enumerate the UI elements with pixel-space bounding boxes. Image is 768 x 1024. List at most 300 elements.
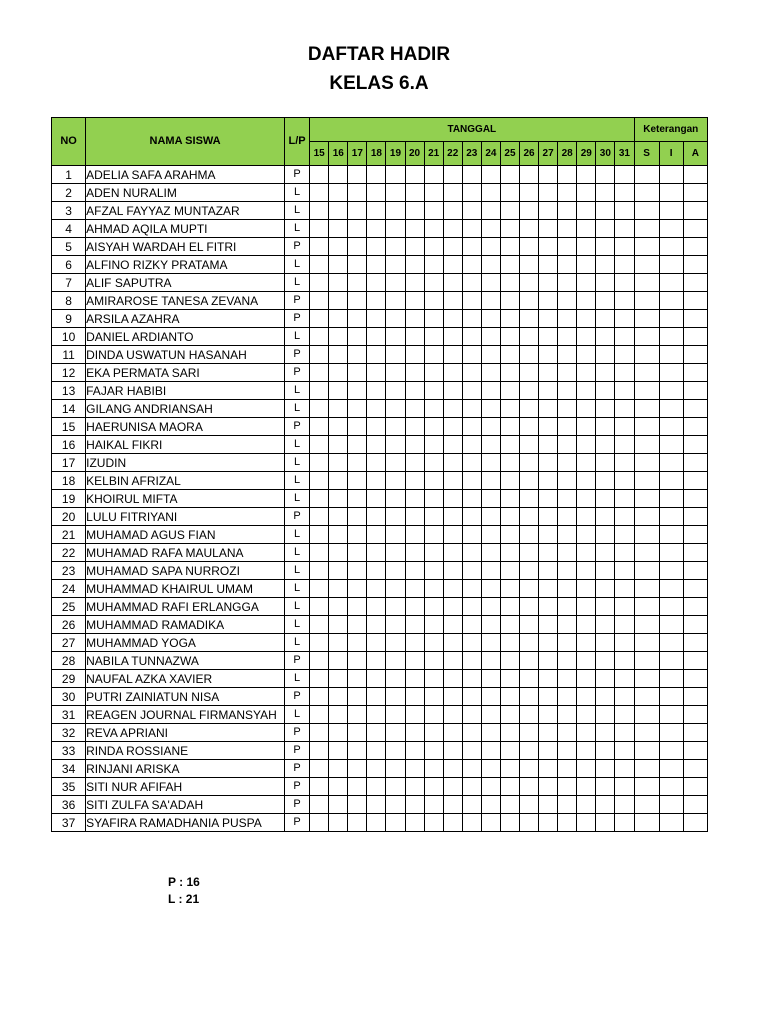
attendance-cell (348, 238, 367, 256)
attendance-cell (500, 202, 519, 220)
attendance-cell (539, 310, 558, 328)
attendance-cell (596, 814, 615, 832)
attendance-cell (386, 472, 405, 490)
student-gender: P (285, 724, 310, 742)
attendance-cell (659, 616, 683, 634)
attendance-cell (577, 526, 596, 544)
attendance-cell (481, 796, 500, 814)
attendance-cell (481, 400, 500, 418)
attendance-cell (481, 382, 500, 400)
attendance-cell (520, 562, 539, 580)
attendance-cell (683, 436, 707, 454)
attendance-cell (462, 526, 481, 544)
student-name: PUTRI ZAINIATUN NISA (86, 688, 285, 706)
student-no: 35 (52, 778, 86, 796)
attendance-cell (596, 472, 615, 490)
attendance-cell (424, 400, 443, 418)
attendance-cell (348, 580, 367, 598)
attendance-cell (596, 256, 615, 274)
attendance-cell (481, 292, 500, 310)
attendance-cell (683, 508, 707, 526)
attendance-cell (500, 436, 519, 454)
attendance-cell (443, 508, 462, 526)
attendance-cell (558, 238, 577, 256)
attendance-cell (596, 796, 615, 814)
attendance-cell (500, 256, 519, 274)
attendance-cell (577, 688, 596, 706)
table-row (52, 616, 708, 634)
attendance-cell (310, 598, 329, 616)
attendance-cell (386, 256, 405, 274)
attendance-cell (683, 778, 707, 796)
attendance-cell (367, 256, 386, 274)
attendance-cell (500, 346, 519, 364)
student-name: MUHAMMAD RAMADIKA (86, 616, 285, 634)
attendance-cell (683, 310, 707, 328)
attendance-cell (329, 202, 348, 220)
attendance-cell (443, 814, 462, 832)
attendance-cell (310, 760, 329, 778)
attendance-cell (659, 778, 683, 796)
attendance-cell (615, 670, 634, 688)
attendance-cell (462, 670, 481, 688)
student-name: ALFINO RIZKY PRATAMA (86, 256, 285, 274)
attendance-cell (310, 814, 329, 832)
attendance-cell (683, 544, 707, 562)
attendance-cell (634, 328, 659, 346)
attendance-cell (443, 382, 462, 400)
attendance-cell (367, 796, 386, 814)
student-name: HAERUNISA MAORA (86, 418, 285, 436)
student-name: MUHAMAD AGUS FIAN (86, 526, 285, 544)
attendance-cell (348, 274, 367, 292)
attendance-cell (443, 202, 462, 220)
attendance-cell (329, 724, 348, 742)
attendance-cell (424, 742, 443, 760)
attendance-cell (481, 202, 500, 220)
table-row (52, 490, 708, 508)
attendance-cell (310, 310, 329, 328)
student-no: 7 (52, 274, 86, 292)
table-row (52, 778, 708, 796)
attendance-cell (558, 490, 577, 508)
attendance-cell (348, 634, 367, 652)
attendance-cell (481, 346, 500, 364)
attendance-cell (329, 400, 348, 418)
attendance-cell (424, 724, 443, 742)
attendance-cell (520, 436, 539, 454)
attendance-cell (615, 688, 634, 706)
attendance-cell (386, 778, 405, 796)
student-no: 20 (52, 508, 86, 526)
attendance-cell (683, 670, 707, 688)
attendance-cell (615, 292, 634, 310)
attendance-cell (329, 184, 348, 202)
attendance-cell (520, 796, 539, 814)
attendance-cell (558, 256, 577, 274)
attendance-cell (367, 670, 386, 688)
student-gender: L (285, 598, 310, 616)
attendance-cell (405, 418, 424, 436)
attendance-cell (577, 400, 596, 418)
attendance-cell (481, 688, 500, 706)
attendance-cell (329, 634, 348, 652)
attendance-cell (462, 742, 481, 760)
attendance-cell (405, 616, 424, 634)
attendance-cell (558, 652, 577, 670)
attendance-cell (577, 166, 596, 184)
student-no: 17 (52, 454, 86, 472)
student-name: SITI NUR AFIFAH (86, 778, 285, 796)
attendance-cell (367, 562, 386, 580)
attendance-cell (500, 742, 519, 760)
table-row (52, 526, 708, 544)
attendance-cell (386, 292, 405, 310)
attendance-cell (424, 544, 443, 562)
student-no: 23 (52, 562, 86, 580)
student-no: 18 (52, 472, 86, 490)
attendance-cell (329, 220, 348, 238)
header-day: 26 (520, 142, 539, 166)
attendance-cell (659, 328, 683, 346)
attendance-cell (577, 562, 596, 580)
attendance-cell (558, 778, 577, 796)
header-day: 16 (329, 142, 348, 166)
attendance-cell (329, 346, 348, 364)
attendance-cell (500, 562, 519, 580)
student-gender: L (285, 202, 310, 220)
attendance-cell (558, 202, 577, 220)
student-name: EKA PERMATA SARI (86, 364, 285, 382)
attendance-cell (310, 580, 329, 598)
attendance-cell (520, 580, 539, 598)
student-gender: L (285, 706, 310, 724)
attendance-cell (634, 238, 659, 256)
table-row (52, 274, 708, 292)
attendance-cell (405, 742, 424, 760)
attendance-cell (348, 472, 367, 490)
attendance-cell (596, 364, 615, 382)
attendance-cell (462, 634, 481, 652)
attendance-cell (558, 598, 577, 616)
attendance-cell (462, 508, 481, 526)
attendance-cell (683, 166, 707, 184)
attendance-cell (367, 274, 386, 292)
attendance-cell (481, 418, 500, 436)
student-name: MUHAMMAD RAFI ERLANGGA (86, 598, 285, 616)
attendance-cell (500, 796, 519, 814)
attendance-cell (615, 490, 634, 508)
student-no: 21 (52, 526, 86, 544)
attendance-cell (539, 742, 558, 760)
attendance-cell (367, 742, 386, 760)
attendance-cell (683, 634, 707, 652)
attendance-cell (329, 292, 348, 310)
attendance-cell (443, 220, 462, 238)
attendance-cell (683, 382, 707, 400)
attendance-cell (659, 526, 683, 544)
attendance-cell (558, 814, 577, 832)
attendance-cell (500, 166, 519, 184)
attendance-cell (481, 760, 500, 778)
attendance-cell (659, 580, 683, 598)
attendance-cell (539, 400, 558, 418)
attendance-cell (424, 670, 443, 688)
attendance-cell (500, 310, 519, 328)
attendance-cell (310, 292, 329, 310)
attendance-cell (520, 508, 539, 526)
attendance-cell (659, 220, 683, 238)
attendance-cell (659, 652, 683, 670)
attendance-cell (634, 508, 659, 526)
attendance-cell (634, 778, 659, 796)
attendance-cell (520, 382, 539, 400)
student-name: NAUFAL AZKA XAVIER (86, 670, 285, 688)
student-no: 27 (52, 634, 86, 652)
attendance-cell (367, 616, 386, 634)
attendance-cell (424, 364, 443, 382)
attendance-cell (310, 562, 329, 580)
attendance-cell (310, 436, 329, 454)
student-gender: P (285, 796, 310, 814)
attendance-cell (329, 418, 348, 436)
attendance-cell (386, 220, 405, 238)
attendance-cell (683, 526, 707, 544)
attendance-cell (634, 760, 659, 778)
attendance-cell (520, 166, 539, 184)
student-name: NABILA TUNNAZWA (86, 652, 285, 670)
table-row (52, 634, 708, 652)
attendance-cell (539, 652, 558, 670)
attendance-cell (659, 490, 683, 508)
attendance-cell (329, 688, 348, 706)
table-row (52, 292, 708, 310)
attendance-cell (659, 634, 683, 652)
attendance-cell (659, 454, 683, 472)
header-ket-i: I (659, 142, 683, 166)
attendance-cell (367, 184, 386, 202)
attendance-cell (577, 742, 596, 760)
table-row (52, 220, 708, 238)
student-name: REAGEN JOURNAL FIRMANSYAH (86, 706, 285, 724)
attendance-cell (683, 328, 707, 346)
table-row (52, 724, 708, 742)
table-row (52, 796, 708, 814)
student-no: 3 (52, 202, 86, 220)
attendance-cell (659, 472, 683, 490)
attendance-cell (558, 544, 577, 562)
attendance-cell (443, 238, 462, 256)
attendance-cell (386, 508, 405, 526)
student-no: 19 (52, 490, 86, 508)
header-tanggal: TANGGAL (310, 118, 634, 142)
student-gender: P (285, 688, 310, 706)
attendance-cell (634, 652, 659, 670)
attendance-cell (520, 310, 539, 328)
attendance-cell (481, 742, 500, 760)
header-day: 18 (367, 142, 386, 166)
student-no: 6 (52, 256, 86, 274)
attendance-cell (615, 166, 634, 184)
student-no: 34 (52, 760, 86, 778)
attendance-cell (367, 400, 386, 418)
attendance-cell (539, 328, 558, 346)
attendance-cell (683, 598, 707, 616)
attendance-cell (683, 292, 707, 310)
attendance-cell (367, 760, 386, 778)
attendance-cell (310, 238, 329, 256)
attendance-cell (424, 454, 443, 472)
attendance-cell (659, 202, 683, 220)
header-day: 22 (443, 142, 462, 166)
attendance-cell (539, 508, 558, 526)
attendance-cell (520, 292, 539, 310)
attendance-cell (310, 382, 329, 400)
attendance-cell (683, 472, 707, 490)
attendance-cell (424, 652, 443, 670)
attendance-cell (367, 202, 386, 220)
attendance-cell (367, 238, 386, 256)
attendance-cell (481, 670, 500, 688)
attendance-cell (310, 652, 329, 670)
attendance-cell (615, 814, 634, 832)
attendance-cell (539, 760, 558, 778)
attendance-cell (539, 256, 558, 274)
attendance-cell (520, 742, 539, 760)
attendance-cell (615, 472, 634, 490)
student-gender: P (285, 742, 310, 760)
attendance-cell (539, 580, 558, 598)
attendance-cell (634, 436, 659, 454)
student-gender: L (285, 454, 310, 472)
attendance-cell (329, 454, 348, 472)
attendance-cell (520, 418, 539, 436)
attendance-cell (310, 544, 329, 562)
attendance-cell (500, 472, 519, 490)
attendance-cell (310, 328, 329, 346)
attendance-cell (405, 796, 424, 814)
header-day: 17 (348, 142, 367, 166)
attendance-cell (634, 184, 659, 202)
attendance-cell (520, 364, 539, 382)
attendance-cell (500, 400, 519, 418)
attendance-cell (348, 652, 367, 670)
attendance-cell (520, 202, 539, 220)
attendance-cell (596, 274, 615, 292)
attendance-cell (329, 238, 348, 256)
attendance-cell (367, 544, 386, 562)
attendance-cell (310, 472, 329, 490)
student-name: AISYAH WARDAH EL FITRI (86, 238, 285, 256)
attendance-cell (539, 382, 558, 400)
table-row (52, 508, 708, 526)
student-gender: P (285, 418, 310, 436)
attendance-cell (615, 220, 634, 238)
attendance-cell (659, 814, 683, 832)
attendance-cell (596, 508, 615, 526)
attendance-cell (367, 652, 386, 670)
attendance-cell (520, 184, 539, 202)
attendance-cell (539, 166, 558, 184)
student-no: 37 (52, 814, 86, 832)
attendance-cell (329, 490, 348, 508)
attendance-cell (443, 400, 462, 418)
attendance-cell (596, 454, 615, 472)
attendance-cell (424, 706, 443, 724)
attendance-cell (577, 382, 596, 400)
attendance-cell (596, 760, 615, 778)
attendance-cell (405, 814, 424, 832)
attendance-cell (615, 238, 634, 256)
attendance-cell (577, 634, 596, 652)
attendance-cell (659, 310, 683, 328)
attendance-cell (596, 562, 615, 580)
attendance-cell (500, 688, 519, 706)
attendance-cell (443, 706, 462, 724)
student-gender: L (285, 220, 310, 238)
attendance-cell (683, 616, 707, 634)
attendance-cell (443, 472, 462, 490)
attendance-cell (386, 670, 405, 688)
attendance-cell (424, 490, 443, 508)
attendance-cell (615, 778, 634, 796)
attendance-cell (310, 688, 329, 706)
attendance-cell (329, 436, 348, 454)
attendance-cell (424, 292, 443, 310)
attendance-cell (558, 706, 577, 724)
attendance-cell (520, 274, 539, 292)
attendance-cell (481, 724, 500, 742)
attendance-cell (520, 760, 539, 778)
attendance-cell (348, 490, 367, 508)
attendance-cell (405, 256, 424, 274)
attendance-cell (424, 166, 443, 184)
attendance-cell (367, 598, 386, 616)
attendance-cell (558, 184, 577, 202)
attendance-cell (596, 382, 615, 400)
attendance-cell (386, 526, 405, 544)
attendance-cell (443, 652, 462, 670)
attendance-cell (596, 616, 615, 634)
attendance-cell (615, 616, 634, 634)
student-gender: L (285, 490, 310, 508)
student-gender: P (285, 508, 310, 526)
attendance-cell (462, 544, 481, 562)
table-row (52, 382, 708, 400)
attendance-cell (386, 616, 405, 634)
attendance-cell (500, 706, 519, 724)
attendance-cell (481, 814, 500, 832)
attendance-cell (348, 508, 367, 526)
student-no: 10 (52, 328, 86, 346)
student-name: SITI ZULFA SA'ADAH (86, 796, 285, 814)
attendance-cell (500, 670, 519, 688)
attendance-cell (577, 328, 596, 346)
student-gender: P (285, 778, 310, 796)
attendance-cell (659, 400, 683, 418)
attendance-cell (659, 598, 683, 616)
attendance-cell (634, 364, 659, 382)
attendance-cell (596, 724, 615, 742)
attendance-cell (683, 724, 707, 742)
attendance-cell (615, 274, 634, 292)
attendance-cell (405, 760, 424, 778)
table-row (52, 184, 708, 202)
attendance-cell (443, 418, 462, 436)
attendance-cell (443, 346, 462, 364)
attendance-cell (577, 670, 596, 688)
attendance-cell (329, 382, 348, 400)
